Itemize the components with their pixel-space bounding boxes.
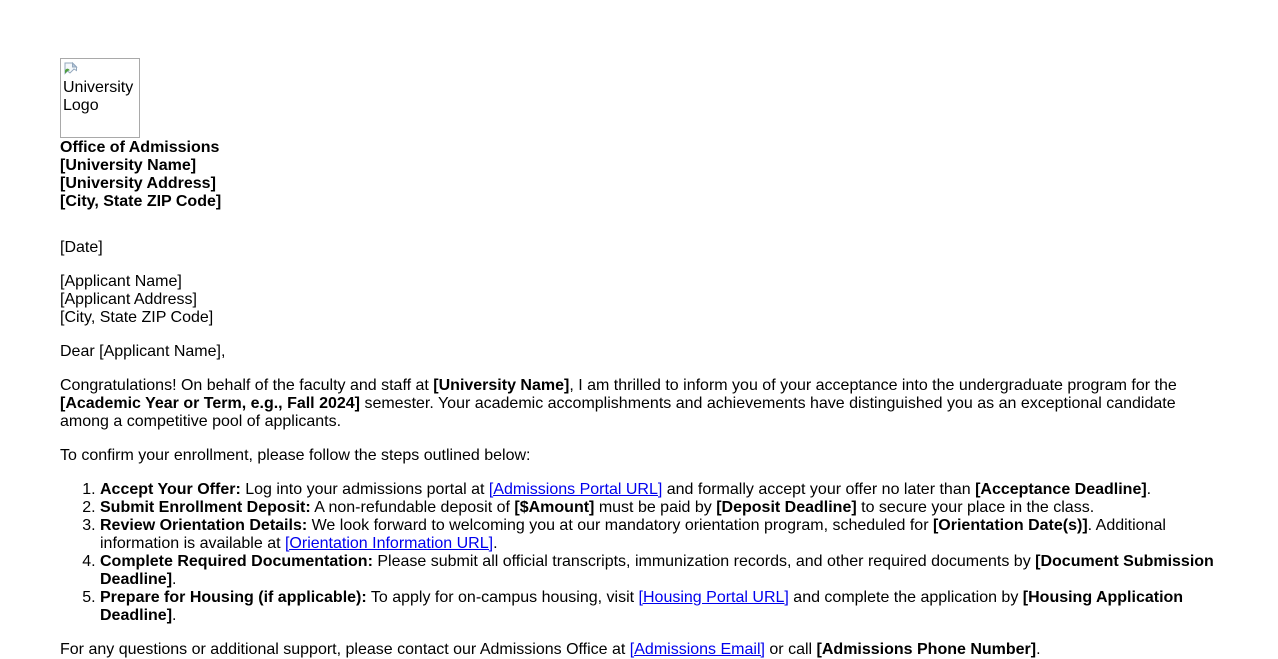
sender-office-line: Office of Admissions [60, 139, 220, 156]
sender-university-address: [University Address] [60, 175, 216, 192]
sender-university-name: [University Name] [60, 157, 197, 174]
placeholder-deposit-deadline: [Deposit Deadline] [716, 499, 857, 516]
text-segment: For any questions or additional support, please contact our Admissions Office at [60, 641, 630, 658]
placeholder-admissions-phone-number: [Admissions Phone Number] [816, 641, 1037, 658]
text-segment: . [172, 607, 177, 624]
university-logo-broken-image [60, 58, 140, 138]
list-item-accept-offer [100, 481, 1218, 499]
text-segment: , I am thrilled to inform you of your acceptance into the undergraduate program for the [569, 377, 1177, 394]
text-segment: semester. Your academic accomplishments and achievements have distinguished you as an exceptional candidate among a competitive pool of applicants. [60, 395, 1176, 430]
list-item-required-documentation [100, 553, 1218, 589]
intro-paragraph [60, 377, 1218, 431]
recipient-name: [Applicant Name] [60, 273, 182, 290]
contact-paragraph [60, 641, 1218, 659]
text-segment: To apply for on-campus housing, visit [366, 589, 639, 606]
step-title-housing: Prepare for Housing (if applicable): [100, 589, 367, 606]
text-segment: . [172, 571, 177, 588]
text-segment: Please submit all official transcripts, immunization records, and other required documents by [372, 553, 1036, 570]
placeholder-orientation-dates: [Orientation Date(s)] [932, 517, 1088, 534]
list-item-orientation-details [100, 517, 1218, 553]
placeholder-document-submission-deadline: [Document Submission Deadline] [100, 553, 1214, 588]
broken-image-icon [63, 62, 79, 78]
placeholder-university-name: [University Name] [433, 377, 570, 394]
step-title-documentation: Complete Required Documentation: [100, 553, 373, 570]
text-segment: Congratulations! On behalf of the faculty and staff at [60, 377, 434, 394]
sender-address-block [60, 139, 1218, 211]
text-segment: must be paid by [594, 499, 717, 516]
housing-portal-link[interactable]: [Housing Portal URL] [638, 589, 789, 606]
text-segment: A non-refundable deposit of [310, 499, 515, 516]
text-segment: . [1146, 481, 1152, 498]
admissions-portal-link[interactable]: [Admissions Portal URL] [488, 481, 663, 498]
placeholder-amount: [$Amount] [514, 499, 595, 516]
recipient-address: [Applicant Address] [60, 291, 197, 308]
step-title-enrollment-deposit: Submit Enrollment Deposit: [100, 499, 311, 516]
text-segment: Log into your admissions portal at [240, 481, 489, 498]
orientation-information-link[interactable]: [Orientation Information URL] [284, 535, 494, 552]
enrollment-steps-lead: To confirm your enrollment, please follow the steps outlined below: [60, 447, 531, 464]
text-segment: . [1036, 641, 1041, 658]
text-segment: to secure your place in the class. [856, 499, 1095, 516]
text-segment: . Additional information is available at [100, 517, 1166, 552]
list-item-enrollment-deposit [100, 499, 1218, 517]
logo-alt-text: University Logo [63, 79, 134, 114]
text-segment: We look forward to welcoming you at our mandatory orientation program, scheduled for [307, 517, 933, 534]
text-segment: and complete the application by [788, 589, 1023, 606]
recipient-address-block [60, 273, 1218, 327]
step-title-accept-offer: Accept Your Offer: [100, 481, 241, 498]
date-line: [Date] [60, 239, 103, 256]
placeholder-acceptance-deadline: [Acceptance Deadline] [975, 481, 1147, 498]
text-segment: and formally accept your offer no later than [662, 481, 976, 498]
placeholder-academic-term: [Academic Year or Term, e.g., Fall 2024] [60, 395, 360, 412]
list-item-housing [100, 589, 1218, 625]
placeholder-housing-application-deadline: [Housing Application Deadline] [100, 589, 1184, 624]
salutation: Dear [Applicant Name], [60, 343, 226, 360]
enrollment-steps-list [60, 481, 1218, 625]
recipient-city-state-zip: [City, State ZIP Code] [60, 309, 214, 326]
sender-city-state-zip: [City, State ZIP Code] [60, 193, 222, 210]
text-segment: or call [764, 641, 817, 658]
text-segment: . [493, 535, 498, 552]
step-title-orientation: Review Orientation Details: [100, 517, 308, 534]
admissions-email-link[interactable]: [Admissions Email] [629, 641, 765, 658]
